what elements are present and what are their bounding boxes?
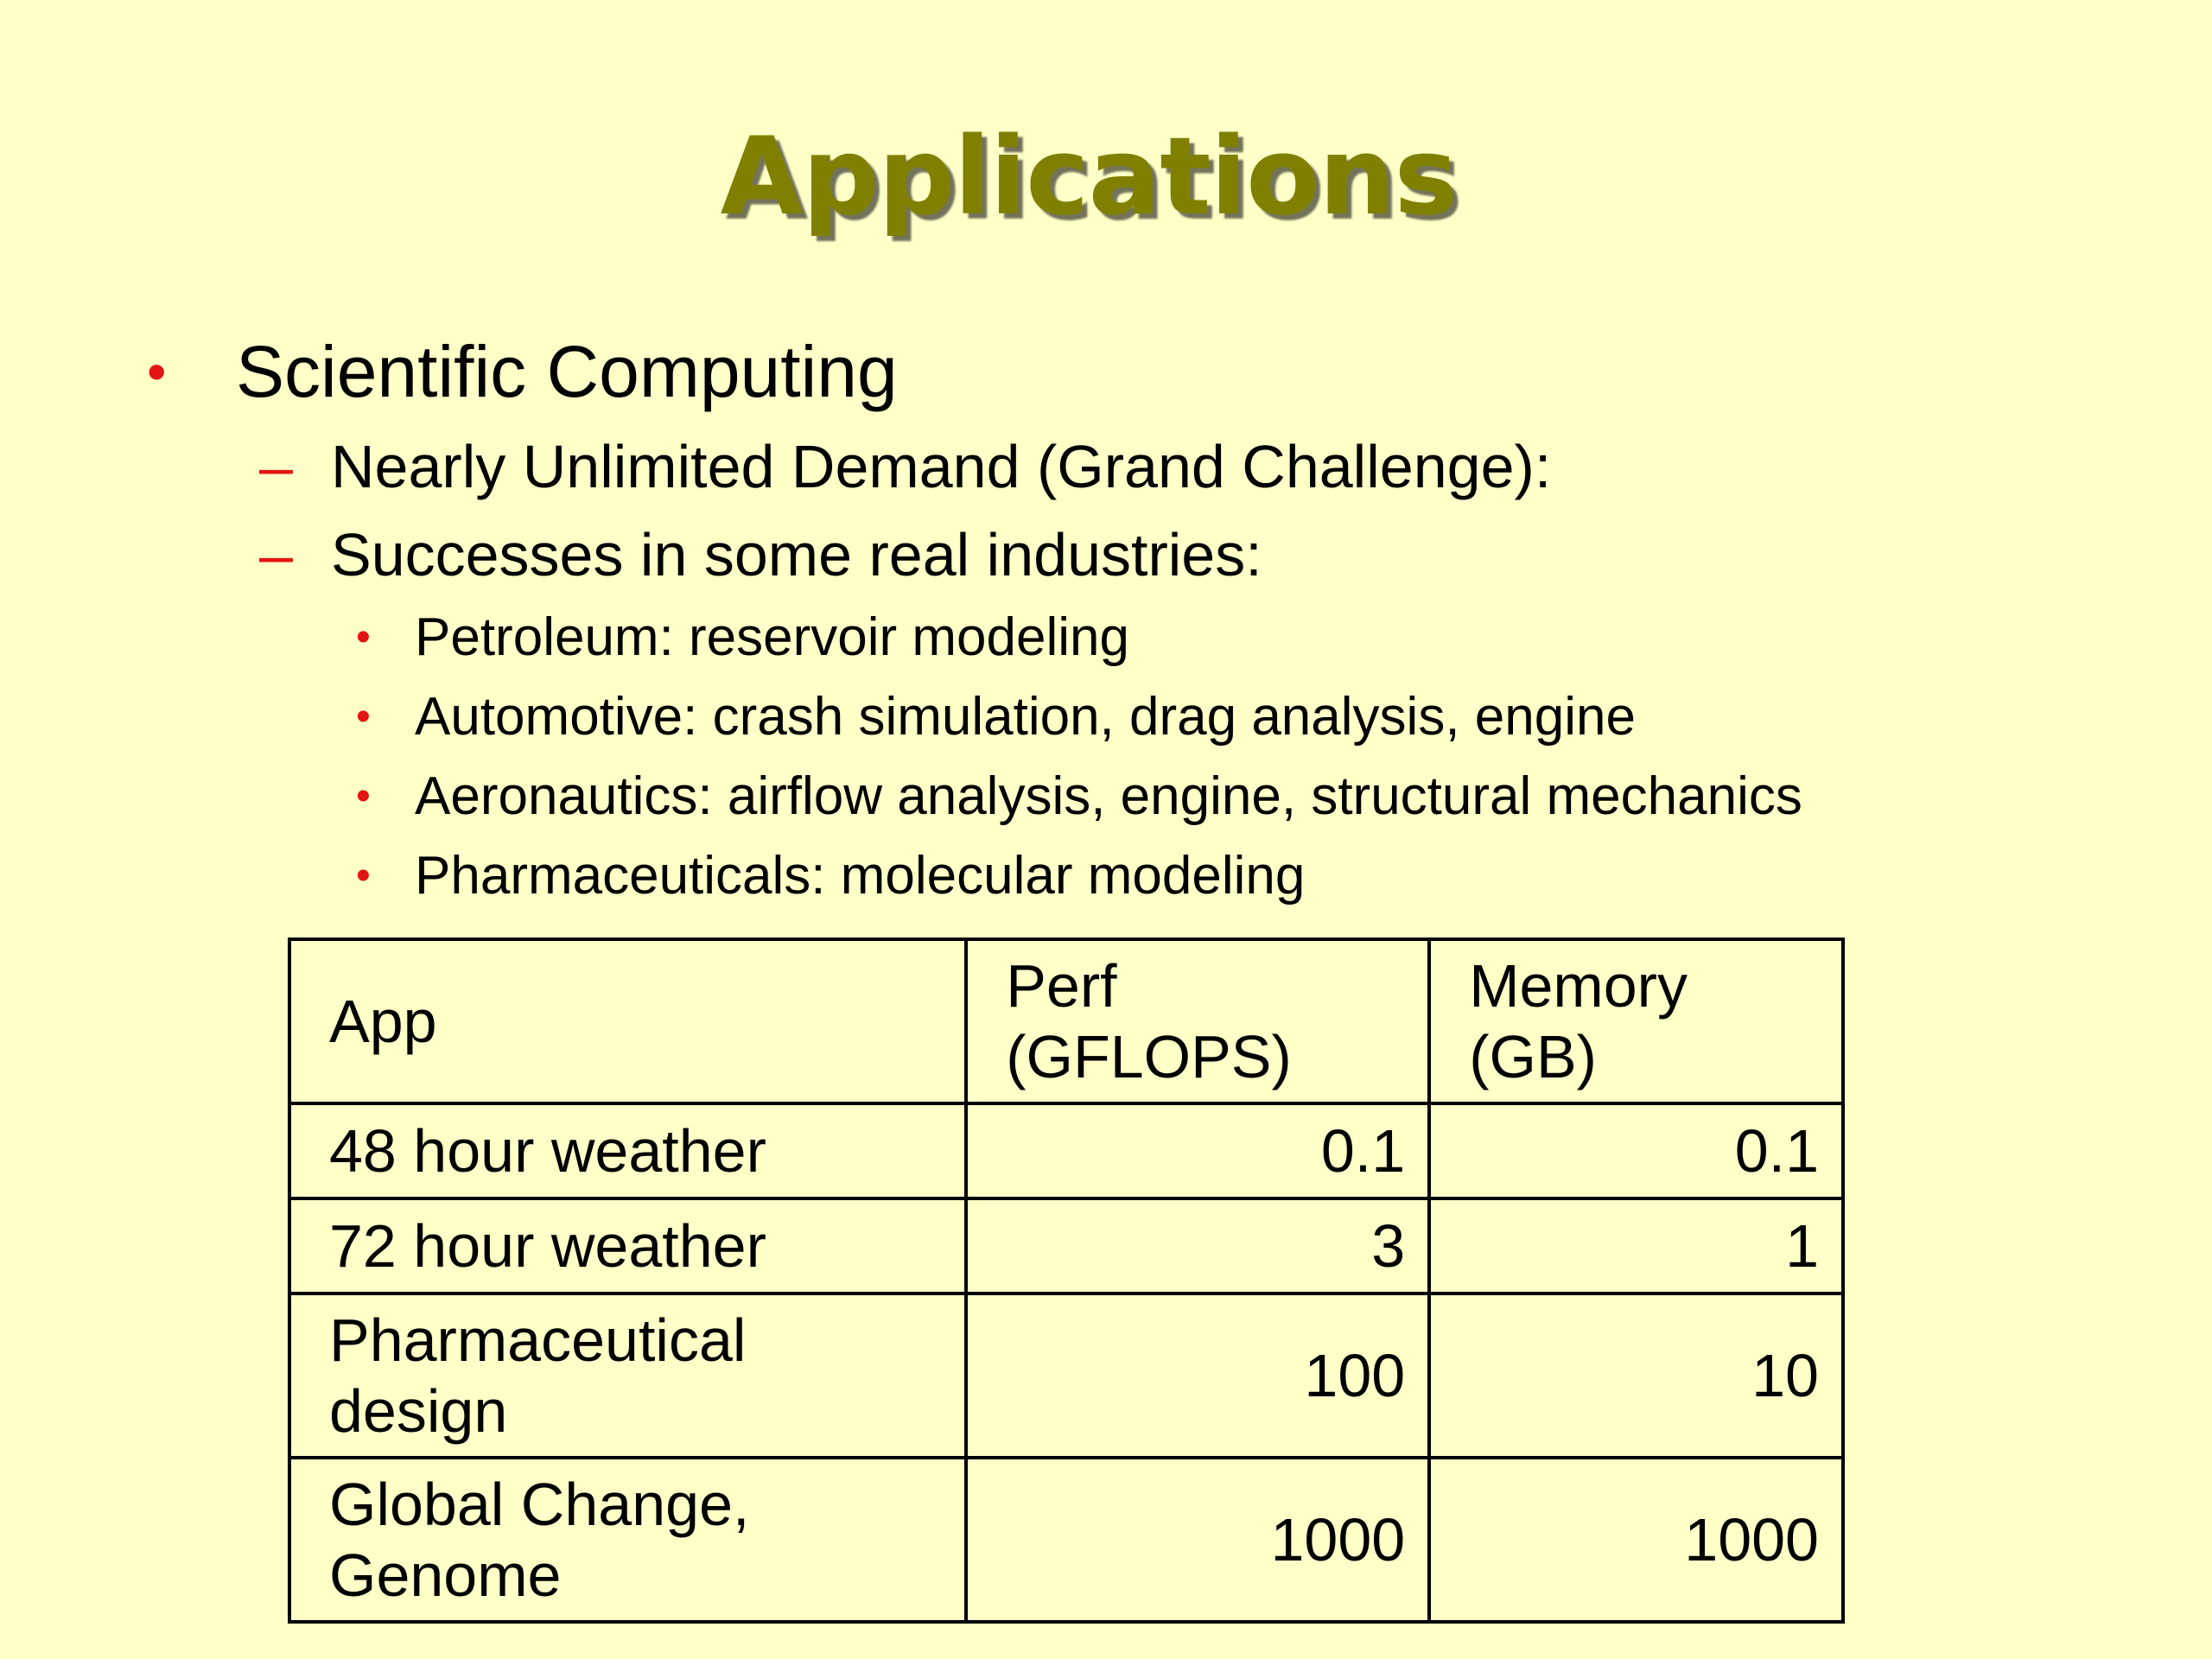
applications-table [288,938,1845,1624]
cell-perf: 3 [966,1198,1429,1294]
cell-app [289,1294,966,1458]
table-row [289,1294,1843,1458]
bullet-text: Pharmaceuticals: molecular modeling [415,846,1306,906]
header-text: Memory [1469,952,1688,1020]
cell-text: 72 hour weather [329,1212,766,1280]
cell-text: design [329,1377,508,1445]
table-row [289,1103,1843,1198]
cell-memory: 0.1 [1429,1103,1843,1198]
table-row [289,1198,1843,1294]
cell-text: Pharmaceutical [329,1306,747,1374]
header-unit: (GB) [1469,1023,1597,1090]
bullet-text: Petroleum: reservoir modeling [415,607,1130,667]
cell-perf: 0.1 [966,1103,1429,1198]
header-perf [966,939,1429,1103]
table-header-row [289,939,1843,1103]
header-text: Perf [1006,952,1117,1020]
bullet-mark: • [356,694,371,740]
header-text: App [329,988,437,1055]
cell-perf: 100 [966,1294,1429,1458]
table-row [289,1458,1843,1622]
bullet-text: Scientific Computing [236,331,898,412]
bullet-text: Successes in some real industries: [331,521,1262,588]
dash-mark: – [259,521,293,588]
cell-memory: 1000 [1429,1458,1843,1622]
cell-text: 48 hour weather [329,1117,766,1185]
cell-text: Global Change, [329,1471,750,1538]
bullet-mark: • [356,773,371,819]
bullet-mark: • [147,340,167,403]
bullet-mark: • [356,853,371,899]
bullet-text: Nearly Unlimited Demand (Grand Challenge): [331,433,1552,500]
slide-title: Applications [720,115,1458,239]
cell-app [289,1103,966,1198]
dash-mark: – [259,433,293,500]
cell-text: Genome [329,1541,562,1609]
header-unit: (GFLOPS) [1006,1023,1292,1090]
header-memory [1429,939,1843,1103]
cell-app [289,1198,966,1294]
cell-memory: 1 [1429,1198,1843,1294]
cell-memory: 10 [1429,1294,1843,1458]
cell-perf: 1000 [966,1458,1429,1622]
header-app [289,939,966,1103]
cell-app [289,1458,966,1622]
bullet-text: Aeronautics: airflow analysis, engine, structural mechanics [415,766,1802,826]
bullet-mark: • [356,614,371,660]
bullet-text: Automotive: crash simulation, drag analysis, engine [415,687,1636,747]
